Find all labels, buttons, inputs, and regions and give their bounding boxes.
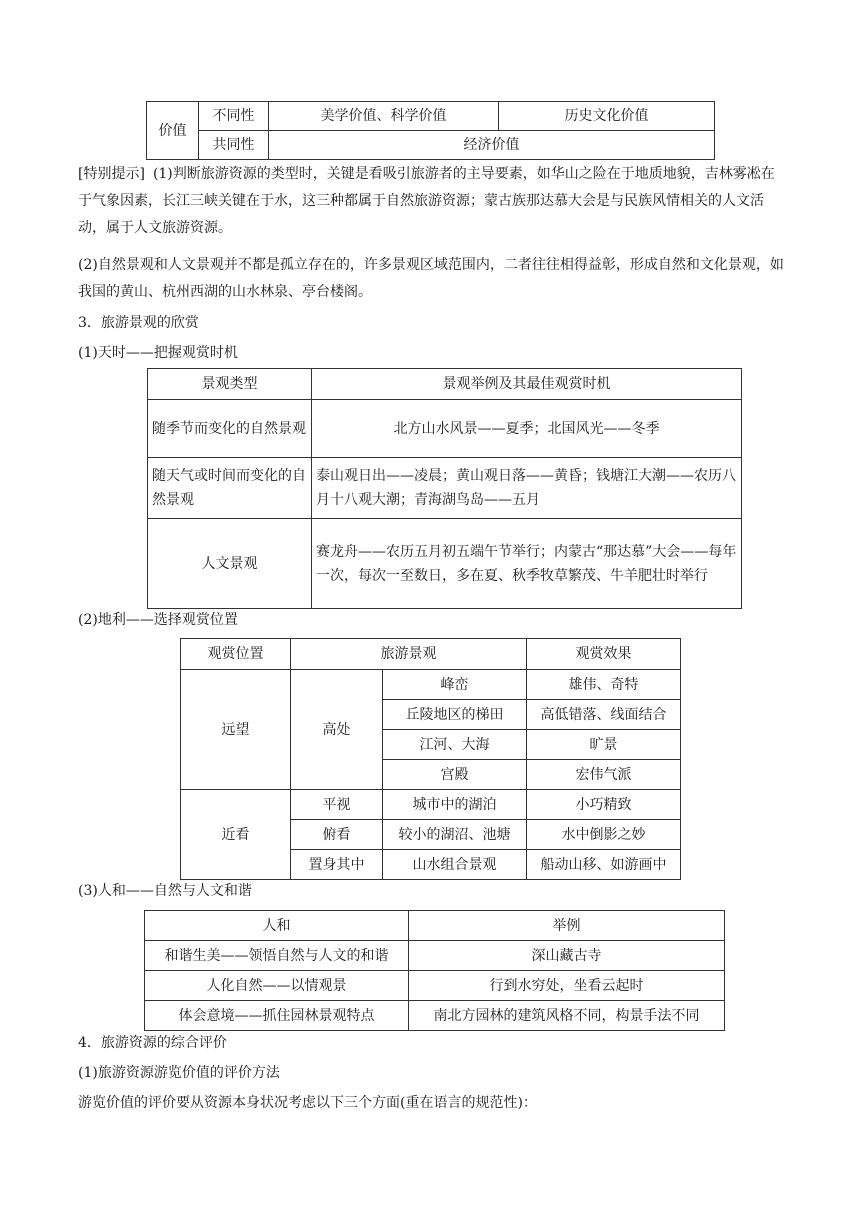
far-effect: 宏伟气派 bbox=[527, 760, 681, 790]
harmony-header-example: 举例 bbox=[409, 911, 725, 941]
near-view: 置身其中 bbox=[291, 850, 383, 880]
section-4-title: 4．旅游资源的综合评价 bbox=[78, 1035, 227, 1051]
section-3-title: 3．旅游景观的欣赏 bbox=[78, 315, 199, 331]
time-header-type: 景观类型 bbox=[148, 369, 312, 400]
time-row-example: 北方山水风景——夏季；北国风光——冬季 bbox=[312, 400, 742, 458]
value-table bbox=[146, 101, 715, 160]
position-table bbox=[180, 638, 681, 880]
position-header-location: 观赏位置 bbox=[181, 639, 291, 670]
common-label: 共同性 bbox=[199, 131, 269, 160]
harmony-example: 深山藏古寺 bbox=[409, 941, 725, 971]
far-effect: 高低错落、线面结合 bbox=[527, 700, 681, 730]
harmony-principle: 体会意境——抓住园林景观特点 bbox=[145, 1001, 409, 1031]
time-row-type: 随天气或时间而变化的自然景观 bbox=[148, 458, 312, 519]
time-header-example: 景观举例及其最佳观赏时机 bbox=[312, 369, 742, 400]
far-scene: 丘陵地区的梯田 bbox=[383, 700, 527, 730]
far-label: 远望 bbox=[181, 670, 291, 790]
near-label: 近看 bbox=[181, 790, 291, 880]
time-row-example: 赛龙舟——农历五月初五端午节举行；内蒙古“那达慕”大会——每年一次，每次一至数日，多在夏、秋季牧草繁茂、牛羊肥壮时举行 bbox=[312, 519, 742, 609]
harmony-table bbox=[144, 910, 725, 1031]
far-sub-label: 高处 bbox=[291, 670, 383, 790]
far-scene: 江河、大海 bbox=[383, 730, 527, 760]
harmony-principle: 和谐生美——领悟自然与人文的和谐 bbox=[145, 941, 409, 971]
harmony-header-principle: 人和 bbox=[145, 911, 409, 941]
near-scene: 城市中的湖泊 bbox=[383, 790, 527, 820]
time-row-example: 泰山观日出——凌晨；黄山观日落——黄昏；钱塘江大潮——农历八月十八观大潮；青海湖鸟岛——五月 bbox=[312, 458, 742, 519]
near-effect: 水中倒影之妙 bbox=[527, 820, 681, 850]
difference-label: 不同性 bbox=[199, 102, 269, 131]
time-row-type: 人文景观 bbox=[148, 519, 312, 609]
section-4-line: 游览价值的评价要从资源本身状况考虑以下三个方面(重在语言的规范性)： bbox=[78, 1095, 537, 1111]
difference-cell-nature: 美学价值、科学价值 bbox=[269, 102, 499, 131]
near-scene: 较小的湖沼、池塘 bbox=[383, 820, 527, 850]
special-tip-paragraph-1 bbox=[78, 161, 784, 242]
far-scene: 峰峦 bbox=[383, 670, 527, 700]
near-view: 平视 bbox=[291, 790, 383, 820]
time-table bbox=[147, 368, 742, 609]
time-row-type: 随季节而变化的自然景观 bbox=[148, 400, 312, 458]
special-tip-prefix: [特别提示] bbox=[78, 166, 145, 182]
far-scene: 宫殿 bbox=[383, 760, 527, 790]
special-tip-text-1: (1)判断旅游资源的类型时，关键是看吸引旅游者的主导要素，如华山之险在于地质地貌，吉林雾凇在于气象因素，长江三峡关键在于水，这三种都属于自然旅游资源；蒙古族那达慕大会是与民族风情相关的人文活动，属于人文旅游资源。 bbox=[78, 166, 775, 236]
common-cell: 经济价值 bbox=[269, 131, 715, 160]
far-effect: 旷景 bbox=[527, 730, 681, 760]
near-effect: 船动山移、如游画中 bbox=[527, 850, 681, 880]
far-effect: 雄伟、奇特 bbox=[527, 670, 681, 700]
harmony-principle: 人化自然——以情观景 bbox=[145, 971, 409, 1001]
section-3-sub2: (2)地利——选择观赏位置 bbox=[78, 612, 238, 628]
position-header-scene: 旅游景观 bbox=[291, 639, 527, 670]
section-3-sub1: (1)天时——把握观赏时机 bbox=[78, 345, 238, 361]
value-row-header: 价值 bbox=[147, 102, 199, 160]
near-scene: 山水组合景观 bbox=[383, 850, 527, 880]
harmony-example: 行到水穷处，坐看云起时 bbox=[409, 971, 725, 1001]
section-4-sub1: (1)旅游资源游览价值的评价方法 bbox=[78, 1065, 280, 1081]
difference-cell-culture: 历史文化价值 bbox=[499, 102, 715, 131]
harmony-example: 南北方园林的建筑风格不同，构景手法不同 bbox=[409, 1001, 725, 1031]
special-tip-paragraph-2: (2)自然景观和人文景观并不都是孤立存在的，许多景观区域范围内，二者往往相得益彰，形成自然和文化景观，如我国的黄山、杭州西湖的山水林泉、亭台楼阁。 bbox=[78, 257, 784, 300]
near-view: 俯看 bbox=[291, 820, 383, 850]
position-header-effect: 观赏效果 bbox=[527, 639, 681, 670]
section-3-sub3: (3)人和——自然与人文和谐 bbox=[78, 883, 252, 899]
near-effect: 小巧精致 bbox=[527, 790, 681, 820]
